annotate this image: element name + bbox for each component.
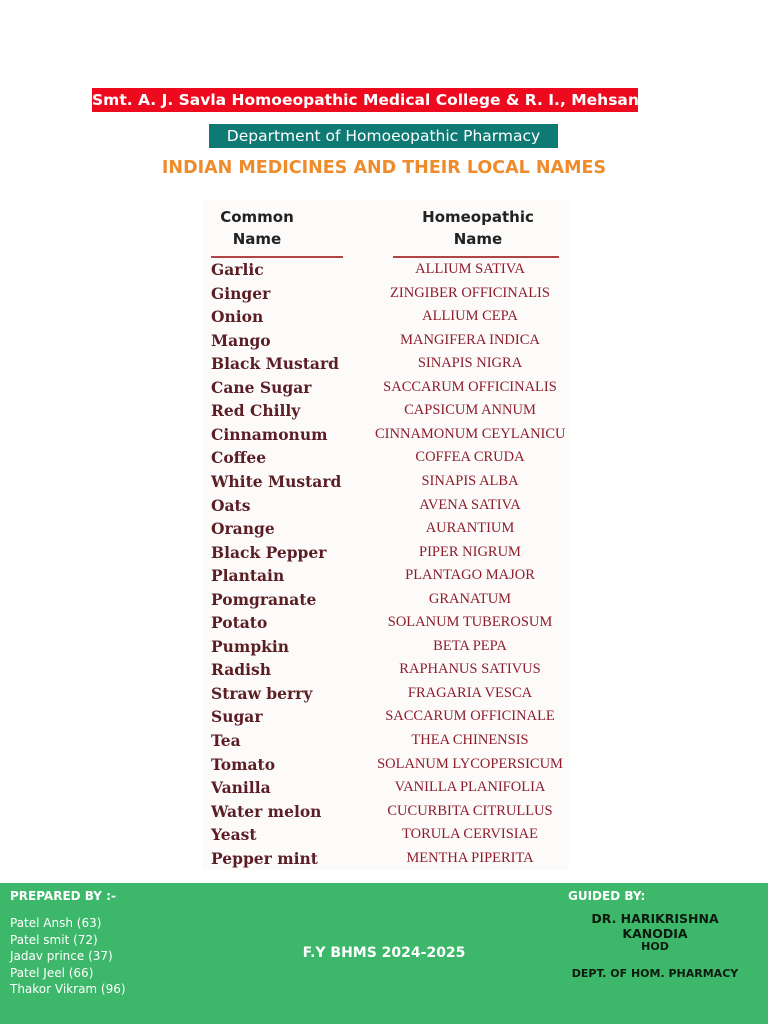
table-row [203,401,569,425]
table-row [203,802,569,826]
homeopathic-name-cell: SINAPIS ALBA [421,472,519,489]
table-row [203,637,569,661]
homeopathic-name-cell: PIPER NIGRUM [419,543,521,560]
homeopathic-name-cell: ZINGIBER OFFICINALIS [390,284,550,301]
table-row [203,284,569,308]
table-row [203,543,569,567]
table-row [203,755,569,779]
homeopathic-name-header [408,206,548,250]
table-row [203,825,569,849]
preparer-item: Jadav prince (37) [10,949,113,963]
page-title: INDIAN MEDICINES AND THEIR LOCAL NAMES [161,158,607,178]
homeopathic-name-cell: TORULA CERVISIAE [402,826,538,843]
table-row [203,496,569,520]
table-row [203,778,569,802]
homeopathic-name-header-line2: Name [453,230,503,248]
table-row [203,660,569,684]
common-name-cell: Onion [211,307,264,327]
table-row [203,731,569,755]
medicine-names-table [203,200,569,870]
common-name-cell: Ginger [211,283,271,303]
homeopathic-name-cell: SACCARUM OFFICINALE [385,708,555,725]
table-row [203,684,569,708]
homeopathic-header-divider [393,256,559,258]
table-row [203,260,569,284]
common-name-cell: Tea [211,731,241,750]
table-row [203,472,569,496]
common-name-cell: Water melon [211,801,322,821]
homeopathic-name-cell: COFFEA CRUDA [415,449,525,466]
homeopathic-name-cell: MENTHA PIPERITA [406,849,534,866]
common-name-cell: White Mustard [211,471,342,491]
table-row [203,354,569,378]
common-name-cell: Straw berry [211,683,313,703]
prepared-by-label: PREPARED BY :- [10,889,116,903]
common-name-cell: Yeast [211,825,257,845]
common-name-cell: Red Chilly [211,401,301,421]
common-name-cell: Orange [211,519,275,539]
common-name-cell: Oats [211,495,251,515]
table-row [203,425,569,449]
common-name-cell: Vanilla [211,778,271,798]
homeopathic-name-cell: THEA CHINENSIS [411,732,529,748]
table-row [203,590,569,614]
common-name-cell: Black Pepper [211,542,327,562]
common-header-divider [211,256,343,258]
common-name-cell: Pumpkin [211,636,290,656]
preparer-item: Patel Ansh (63) [10,916,102,930]
homeopathic-name-cell: GRANATUM [428,590,512,607]
table-row [203,331,569,355]
common-name-cell: Cinnamonum [211,424,328,444]
common-name-header-line1: Common [220,208,294,226]
common-name-cell: Pomgranate [211,589,317,609]
homeopathic-name-cell: RAPHANUS SATIVUS [399,661,541,678]
common-name-cell: Pepper mint [211,848,318,868]
homeopathic-name-cell: SOLANUM LYCOPERSICUM [377,755,563,772]
homeopathic-name-header-line1: Homeopathic [422,208,534,226]
homeopathic-name-cell: AVENA SATIVA [419,496,521,513]
homeopathic-name-cell: SACCARUM OFFICINALIS [383,378,557,395]
table-row [203,849,569,873]
preparer-item: Thakor Vikram (96) [10,982,126,996]
homeopathic-name-cell: AURANTIUM [425,520,515,537]
guide-role: HOD [641,940,669,953]
common-name-cell: Plantain [211,566,285,586]
homeopathic-name-cell: VANILLA PLANIFOLIA [394,779,546,796]
common-name-cell: Coffee [211,448,267,468]
preparer-item: Patel smit (72) [10,932,98,947]
table-row [203,566,569,590]
homeopathic-name-cell: BETA PEPA [433,637,507,654]
table-row [203,613,569,637]
homeopathic-name-cell: ALLIUM CEPA [422,308,518,325]
table-row [203,448,569,472]
homeopathic-name-cell: PLANTAGO MAJOR [405,567,535,584]
table-row [203,707,569,731]
homeopathic-name-cell: SINAPIS NIGRA [417,355,523,372]
homeopathic-name-cell: CUCURBITA CITRULLUS [387,802,553,819]
preparer-item: Patel Jeel (66) [10,965,94,980]
common-name-cell: Garlic [211,260,264,279]
homeopathic-name-cell: SOLANUM TUBEROSUM [387,614,553,631]
common-name-cell: Mango [211,330,271,350]
homeopathic-name-cell: ALLIUM SATIVA [415,261,525,277]
homeopathic-name-cell: CAPSICUM ANNUM [404,402,536,419]
department-banner: Department of Homoeopathic Pharmacy [209,124,558,148]
common-name-cell: Radish [211,660,272,680]
common-name-header-line2: Name [232,230,282,248]
homeopathic-name-cell: MANGIFERA INDICA [400,331,540,348]
common-name-header [209,206,305,250]
homeopathic-name-cell: FRAGARIA VESCA [407,684,533,701]
common-name-cell: Tomato [211,754,276,774]
common-name-cell: Cane Sugar [211,377,312,397]
footer-credits [0,883,768,1024]
common-name-cell: Potato [211,613,268,633]
guide-department: DEPT. OF HOM. PHARMACY [571,967,739,980]
common-name-cell: Sugar [211,707,263,727]
guide-name: DR. HARIKRISHNA KANODIA [591,911,719,941]
college-name-banner: Smt. A. J. Savla Homoeopathic Medical College & R. I., Mehsana [92,88,638,112]
table-row [203,519,569,543]
batch-year: F.Y BHMS 2024-2025 [302,945,466,961]
homeopathic-name-cell: CINNAMONUM CEYLANICU [375,425,566,442]
table-row [203,378,569,402]
common-name-cell: Black Mustard [211,354,339,374]
table-row [203,307,569,331]
guided-by-label: GUIDED BY: [568,889,646,903]
